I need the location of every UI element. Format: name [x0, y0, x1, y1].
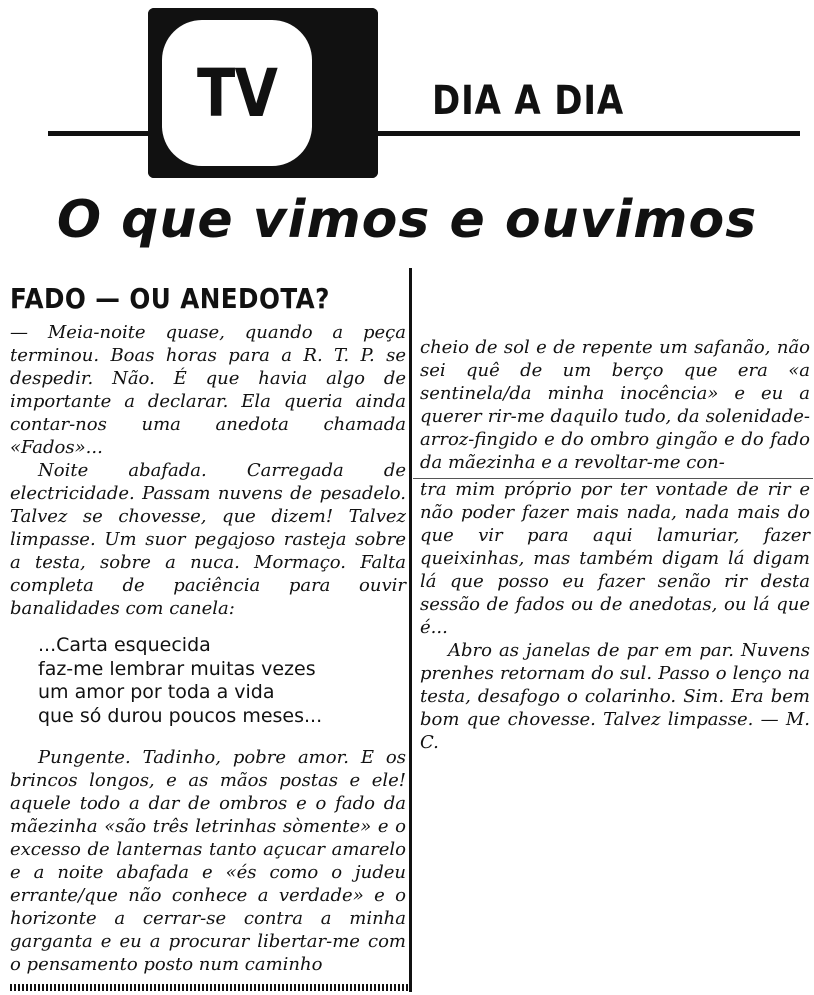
article-paragraph: Pungente. Tadinho, pobre amor. E os brincos longos, e as mãos postas e ele! aquele todo a dar de ombros e o fado da mãezinha «são três letrinhas sòmente» e o excesso de lanternas tanto açucar amarelo e a noite abafada e «és como o judeu errante/que não conhece a verdade» e o horizonte a cerrar-se contra a minha garganta e eu a procurar libertar-me com o pensamento posto num caminho: [10, 747, 406, 975]
tv-logo-text: TV: [196, 54, 277, 132]
verse-line: ...Carta esquecida: [38, 634, 211, 656]
tv-logo-screen: [162, 20, 312, 166]
article-column-left: [10, 282, 406, 976]
section-title: DIA A DIA: [432, 78, 625, 124]
article-subhead: FADO — OU ANEDOTA?: [10, 282, 330, 315]
bottom-border: [10, 984, 408, 991]
article-paragraph: tra mim próprio por ter vontade de rir e não poder fazer mais nada, nada mais do que vir para aqui lamuriar, fazer queixinhas, mas também digam lá digam lá que posso eu fazer senão rir desta sessão de fados ou de anedotas, ou lá que é...: [420, 479, 810, 638]
verse-line: faz-me lembrar muitas vezes: [38, 657, 316, 680]
article-paragraph: — Meia-noite quase, quando a peça terminou. Boas horas para a R. T. P. se despedir. Não. É que havia algo de importante a declarar. Ela queria ainda contar-nos uma anedota chamada «Fados»...: [10, 322, 406, 458]
article-paragraph: Noite abafada. Carregada de electricidade. Passam nuvens de pesadelo. Talvez se chovesse, que dizem! Talvez limpasse. Um suor pegajoso rasteja sobre a testa, sobre a nuca. Mormaço. Falta completa de paciência para ouvir banalidades com canela:: [10, 460, 406, 619]
article-closing-paragraph: Abro as janelas de par em par. Nuvens prenhes retornam do sul. Passo o lenço na testa, desafogo o colarinho. Sim. Era bem bom que chovesse. Talvez limpasse. — M. C.: [420, 640, 810, 753]
page-headline: O que vimos e ouvimos: [56, 190, 758, 250]
column-divider: [409, 268, 412, 992]
fado-verse: [38, 634, 406, 728]
verse-line: que só durou poucos meses...: [38, 704, 323, 727]
verse-line: um amor por toda a vida: [38, 681, 275, 703]
article-column-right: [420, 336, 810, 754]
article-paragraph: cheio de sol e de repente um safanão, não sei quê de um berço que era «a sentinela/da minha inocência» e eu a querer rir-me daquilo tudo, da solenidade-arroz-fingido e do ombro gingão e do fado da mãezinha e a revoltar-me con-: [420, 337, 810, 473]
